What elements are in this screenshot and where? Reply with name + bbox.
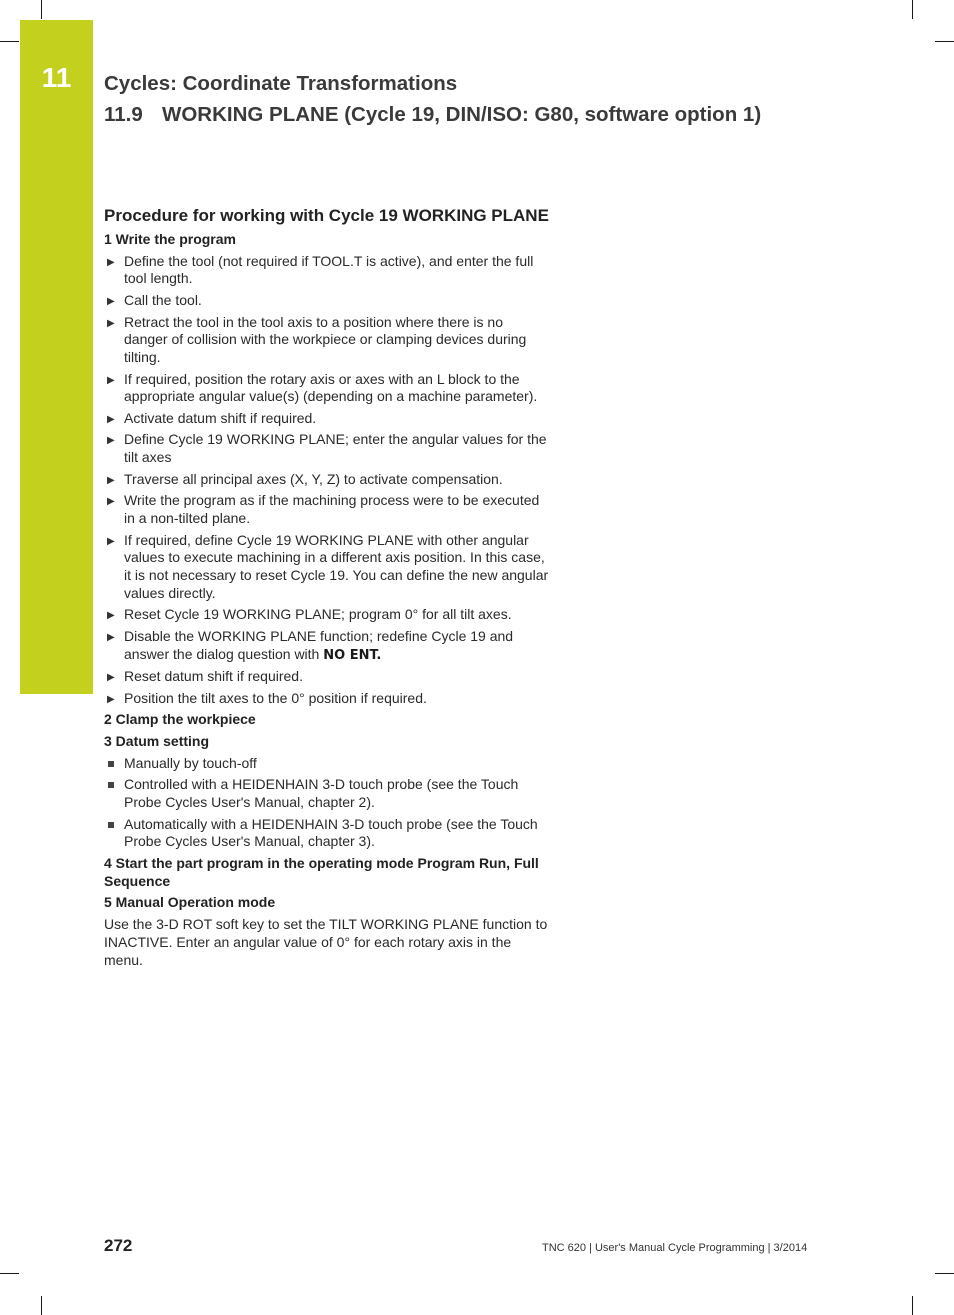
- crop-mark: [0, 41, 19, 42]
- list-item: ▶ Position the tilt axes to the 0° position if required.: [107, 689, 427, 706]
- list-item: ▶ Reset Cycle 19 WORKING PLANE; program 0° for all tilt axes.: [107, 606, 512, 623]
- step-1-title: 1 Write the program: [104, 231, 236, 247]
- arrow-icon: ▶: [107, 496, 115, 508]
- crop-mark: [0, 1273, 19, 1274]
- arrow-icon: ▶: [107, 435, 115, 447]
- list-item: ▶ Retract the tool in the tool axis to a position where there is no danger of collision with the workpiece or clamping devices during tilting.: [107, 313, 527, 365]
- list-item: ▶ If required, position the rotary axis or axes with an L block to the appropriate angular value(s) (depending on a machine parameter).: [107, 370, 538, 405]
- crop-mark: [935, 41, 954, 42]
- arrow-icon: ▶: [107, 693, 115, 705]
- page-number: 272: [104, 1236, 133, 1255]
- step-1-list: [104, 253, 549, 708]
- list-item: ▶ Define Cycle 19 WORKING PLANE; enter the angular values for the tilt axes: [107, 431, 547, 466]
- arrow-icon: ▶: [107, 413, 115, 425]
- arrow-icon: ▶: [107, 296, 115, 307]
- list-item: ▶ Traverse all principal axes (X, Y, Z) to activate compensation.: [107, 470, 503, 487]
- step-3-list: [104, 755, 549, 851]
- bullet-square-icon: [108, 782, 114, 788]
- step-5-title: 5 Manual Operation mode: [104, 894, 276, 911]
- arrow-icon: ▶: [107, 535, 115, 547]
- crop-mark: [41, 1296, 42, 1315]
- list-item: ▶ Reset datum shift if required.: [107, 668, 303, 685]
- section-title-line: [104, 103, 761, 127]
- list-item: ▶ Call the tool.: [107, 292, 202, 308]
- crop-mark: [41, 0, 42, 19]
- arrow-icon: ▶: [107, 317, 115, 329]
- section-title: WORKING PLANE (Cycle 19, DIN/ISO: G80, software option 1): [162, 103, 762, 126]
- step-5-text: Use the 3-D ROT soft key to set the TILT WORKING PLANE function to INACTIVE. Enter an angular value of 0° for each rotary axis in the menu.: [104, 916, 548, 968]
- list-item: ▶ Disable the WORKING PLANE function; redefine Cycle 19 and answer the dialog question with NO ENT.: [107, 627, 514, 663]
- crop-mark: [912, 0, 913, 19]
- list-item: Automatically with a HEIDENHAIN 3-D touch probe (see the Touch Probe Cycles User's Manual, chapter 3).: [104, 816, 549, 851]
- arrow-icon: ▶: [107, 610, 115, 622]
- main-content: [104, 205, 549, 969]
- list-item: ▶ Define the tool (not required if TOOL.T is active), and enter the full tool length.: [107, 252, 534, 287]
- arrow-icon: ▶: [107, 474, 115, 486]
- list-item: ▶ Activate datum shift if required.: [107, 409, 317, 426]
- list-item: Manually by touch-off: [104, 755, 549, 773]
- list-item: ▶ Write the program as if the machining process were to be executed in a non-tilted plane.: [107, 492, 540, 527]
- footer-text: TNC 620 | User's Manual Cycle Programming | 3/2014: [542, 1242, 808, 1254]
- no-ent-key-label: NO ENT.: [323, 647, 382, 663]
- crop-mark: [935, 1273, 954, 1274]
- section-number: 11.9: [104, 103, 143, 126]
- procedure-heading: Procedure for working with Cycle 19 WORKING PLANE: [104, 206, 549, 225]
- chapter-tab: [20, 20, 93, 694]
- arrow-icon: ▶: [107, 672, 115, 684]
- list-item: ▶ If required, define Cycle 19 WORKING PLANE with other angular values to execute machining in a different axis position. In this case, it is not necessary to reset Cycle 19. You can define the new angular values directly.: [107, 531, 549, 601]
- arrow-icon: ▶: [107, 631, 115, 643]
- chapter-number: 11: [41, 62, 72, 93]
- list-item: Controlled with a HEIDENHAIN 3-D touch probe (see the Touch Probe Cycles User's Manual, chapter 2).: [104, 776, 549, 811]
- bullet-square-icon: [108, 822, 114, 828]
- step-3-title: 3 Datum setting: [104, 733, 210, 750]
- arrow-icon: ▶: [107, 256, 115, 268]
- crop-mark: [912, 1296, 913, 1315]
- step-2-title: 2 Clamp the workpiece: [104, 711, 256, 728]
- chapter-title: Cycles: Coordinate Transformations: [104, 72, 458, 95]
- bullet-square-icon: [108, 761, 114, 767]
- arrow-icon: ▶: [107, 374, 115, 386]
- step-4-title: 4 Start the part program in the operating mode Program Run, Full Sequence: [104, 855, 539, 889]
